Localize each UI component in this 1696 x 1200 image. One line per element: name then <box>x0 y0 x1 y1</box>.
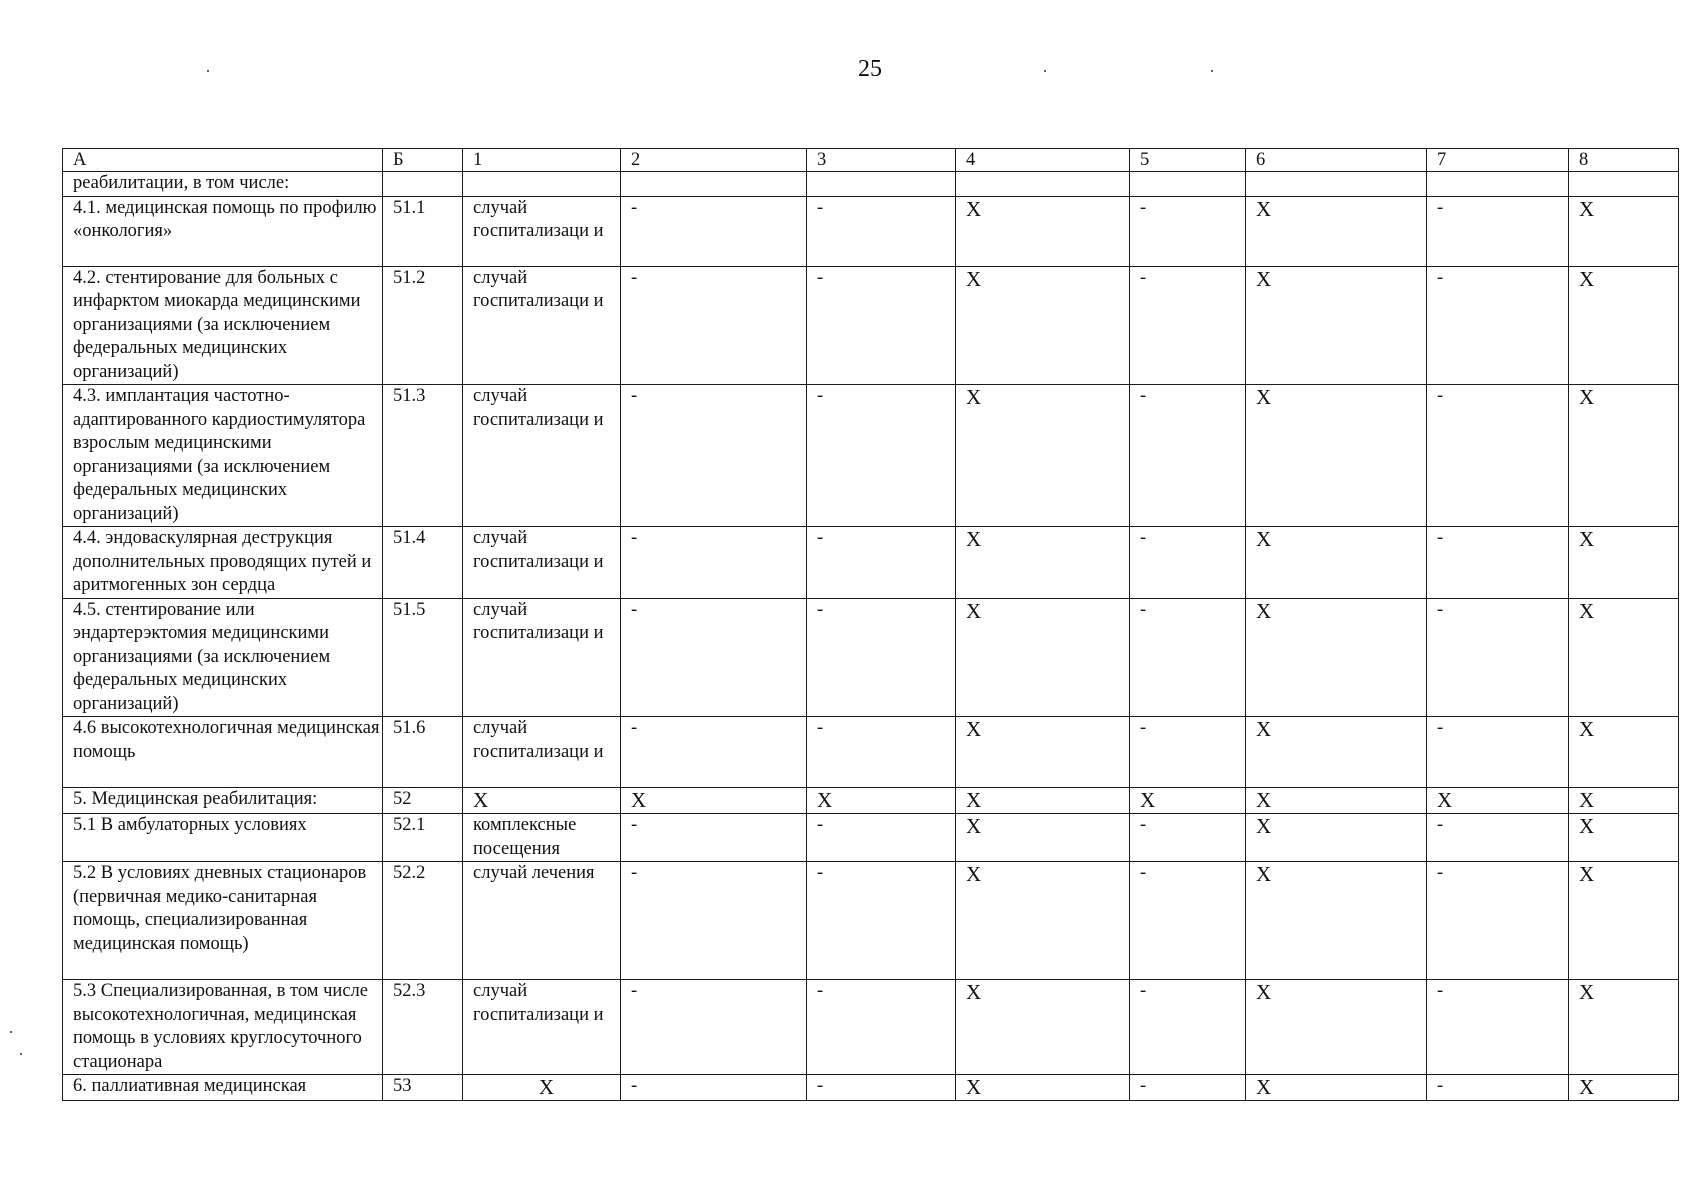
row-col-2: - <box>621 527 807 599</box>
row-col-8: X <box>1569 196 1679 266</box>
row-col-3: - <box>807 862 956 980</box>
row-unit: X <box>463 788 621 814</box>
row-col-5: - <box>1130 527 1246 599</box>
row-col-4: X <box>956 717 1130 788</box>
row-code: 53 <box>383 1075 463 1101</box>
scan-speck <box>10 1031 12 1033</box>
row-col-5: - <box>1130 717 1246 788</box>
row-col-2: - <box>621 598 807 717</box>
row-col-4: X <box>956 527 1130 599</box>
row-col-6: X <box>1246 266 1427 385</box>
row-label: реабилитации, в том числе: <box>63 172 383 197</box>
row-col-4: X <box>956 1075 1130 1101</box>
row-code <box>383 172 463 197</box>
header-cell-2: 2 <box>621 149 807 172</box>
table-row <box>63 717 1679 788</box>
row-col-4: X <box>956 598 1130 717</box>
row-code: 51.6 <box>383 717 463 788</box>
row-col-7: - <box>1427 598 1569 717</box>
row-code: 51.3 <box>383 385 463 527</box>
row-col-7 <box>1427 172 1569 197</box>
row-col-2: - <box>621 862 807 980</box>
table-row <box>63 196 1679 266</box>
row-col-4: X <box>956 814 1130 862</box>
row-col-6: X <box>1246 1075 1427 1101</box>
row-col-5 <box>1130 172 1246 197</box>
header-cell-1: 1 <box>463 149 621 172</box>
row-col-3: - <box>807 717 956 788</box>
row-code: 51.4 <box>383 527 463 599</box>
row-col-8: X <box>1569 385 1679 527</box>
row-col-7: - <box>1427 814 1569 862</box>
row-col-7: - <box>1427 717 1569 788</box>
row-code: 52.3 <box>383 980 463 1075</box>
row-unit <box>463 172 621 197</box>
row-unit: случай госпитализаци и <box>463 717 621 788</box>
table-row <box>63 980 1679 1075</box>
header-cell-4: 4 <box>956 149 1130 172</box>
header-cell-3: 3 <box>807 149 956 172</box>
row-unit: комплексные посещения <box>463 814 621 862</box>
row-code: 51.2 <box>383 266 463 385</box>
row-col-7: - <box>1427 862 1569 980</box>
table-row <box>63 527 1679 599</box>
row-col-7: - <box>1427 196 1569 266</box>
row-col-8: X <box>1569 717 1679 788</box>
table-row <box>63 862 1679 980</box>
row-col-8: X <box>1569 527 1679 599</box>
row-col-3: - <box>807 980 956 1075</box>
row-col-2: - <box>621 196 807 266</box>
row-col-7: - <box>1427 266 1569 385</box>
header-cell-a: А <box>63 149 383 172</box>
row-col-5: - <box>1130 980 1246 1075</box>
header-cell-6: 6 <box>1246 149 1427 172</box>
row-col-7: - <box>1427 980 1569 1075</box>
row-col-5: - <box>1130 385 1246 527</box>
row-label: 5.3 Специализированная, в том числе высокотехнологичная, медицинская помощь в условиях круглосуточного стационара <box>63 980 383 1075</box>
row-col-8 <box>1569 172 1679 197</box>
table-row <box>63 1075 1679 1101</box>
row-col-6: X <box>1246 385 1427 527</box>
row-code: 51.1 <box>383 196 463 266</box>
row-label: 4.5. стентирование или эндартерэктомия медицинскими организациями (за исключением федеральных медицинских организаций) <box>63 598 383 717</box>
row-label: 5. Медицинская реабилитация: <box>63 788 383 814</box>
row-col-4: X <box>956 266 1130 385</box>
row-col-6: X <box>1246 527 1427 599</box>
row-col-6: X <box>1246 717 1427 788</box>
row-col-8: X <box>1569 980 1679 1075</box>
row-code: 52.2 <box>383 862 463 980</box>
row-col-8: X <box>1569 788 1679 814</box>
row-col-5: - <box>1130 814 1246 862</box>
row-col-3: - <box>807 527 956 599</box>
page-number: 25 <box>858 56 882 82</box>
row-col-3: - <box>807 385 956 527</box>
row-col-8: X <box>1569 1075 1679 1101</box>
row-col-5: - <box>1130 196 1246 266</box>
row-label: 4.6 высокотехнологичная медицинская помощь <box>63 717 383 788</box>
row-col-6: X <box>1246 788 1427 814</box>
row-col-5: - <box>1130 598 1246 717</box>
scan-speck <box>1211 70 1213 72</box>
row-col-2: - <box>621 814 807 862</box>
row-label: 4.3. имплантация частотно-адаптированного кардиостимулятора взрослым медицинскими организациями (за исключением федеральных медицинских организаций) <box>63 385 383 527</box>
row-col-3: - <box>807 1075 956 1101</box>
scan-speck <box>1044 70 1046 72</box>
row-col-3: - <box>807 266 956 385</box>
row-unit: случай госпитализаци и <box>463 385 621 527</box>
row-col-4 <box>956 172 1130 197</box>
header-cell-7: 7 <box>1427 149 1569 172</box>
row-unit: случай госпитализаци и <box>463 598 621 717</box>
header-cell-b: Б <box>383 149 463 172</box>
row-col-7: - <box>1427 527 1569 599</box>
row-col-2: X <box>621 788 807 814</box>
row-col-6 <box>1246 172 1427 197</box>
row-col-5: X <box>1130 788 1246 814</box>
row-code: 52.1 <box>383 814 463 862</box>
row-col-2 <box>621 172 807 197</box>
header-cell-8: 8 <box>1569 149 1679 172</box>
row-col-2: - <box>621 385 807 527</box>
row-col-3 <box>807 172 956 197</box>
row-label: 5.2 В условиях дневных стационаров (первичная медико-санитарная помощь, специализированная медицинская помощь) <box>63 862 383 980</box>
table-row <box>63 385 1679 527</box>
row-label: 4.4. эндоваскулярная деструкция дополнительных проводящих путей и аритмогенных зон сердца <box>63 527 383 599</box>
row-col-7: X <box>1427 788 1569 814</box>
row-col-5: - <box>1130 266 1246 385</box>
row-col-8: X <box>1569 862 1679 980</box>
data-table <box>62 148 1679 1101</box>
scan-speck <box>207 70 209 72</box>
table-row <box>63 172 1679 197</box>
row-unit: случай лечения <box>463 862 621 980</box>
row-col-2: - <box>621 980 807 1075</box>
header-cell-5: 5 <box>1130 149 1246 172</box>
row-label: 6. паллиативная медицинская <box>63 1075 383 1101</box>
row-unit: случай госпитализаци и <box>463 527 621 599</box>
row-unit: случай госпитализаци и <box>463 266 621 385</box>
row-col-8: X <box>1569 814 1679 862</box>
row-col-6: X <box>1246 196 1427 266</box>
row-col-4: X <box>956 788 1130 814</box>
row-label: 4.1. медицинская помощь по профилю «онкология» <box>63 196 383 266</box>
row-col-8: X <box>1569 598 1679 717</box>
row-col-3: X <box>807 788 956 814</box>
table-row <box>63 814 1679 862</box>
row-label: 5.1 В амбулаторных условиях <box>63 814 383 862</box>
row-col-4: X <box>956 385 1130 527</box>
row-unit: случай госпитализаци и <box>463 980 621 1075</box>
row-code: 52 <box>383 788 463 814</box>
row-col-6: X <box>1246 862 1427 980</box>
row-col-7: - <box>1427 1075 1569 1101</box>
row-col-5: - <box>1130 1075 1246 1101</box>
row-col-4: X <box>956 862 1130 980</box>
row-code: 51.5 <box>383 598 463 717</box>
row-col-8: X <box>1569 266 1679 385</box>
row-col-4: X <box>956 980 1130 1075</box>
row-col-3: - <box>807 814 956 862</box>
row-unit: случай госпитализаци и <box>463 196 621 266</box>
row-col-5: - <box>1130 862 1246 980</box>
row-col-6: X <box>1246 814 1427 862</box>
row-col-4: X <box>956 196 1130 266</box>
row-col-6: X <box>1246 980 1427 1075</box>
table-row <box>63 266 1679 385</box>
table-row <box>63 598 1679 717</box>
row-col-2: - <box>621 266 807 385</box>
scan-speck <box>20 1053 22 1055</box>
row-col-3: - <box>807 196 956 266</box>
row-col-6: X <box>1246 598 1427 717</box>
header-row <box>63 149 1679 172</box>
row-col-3: - <box>807 598 956 717</box>
row-col-2: - <box>621 717 807 788</box>
row-unit: X <box>463 1075 621 1101</box>
table-row <box>63 788 1679 814</box>
row-col-7: - <box>1427 385 1569 527</box>
row-col-2: - <box>621 1075 807 1101</box>
row-label: 4.2. стентирование для больных с инфарктом миокарда медицинскими организациями (за исключением федеральных медицинских организаций) <box>63 266 383 385</box>
